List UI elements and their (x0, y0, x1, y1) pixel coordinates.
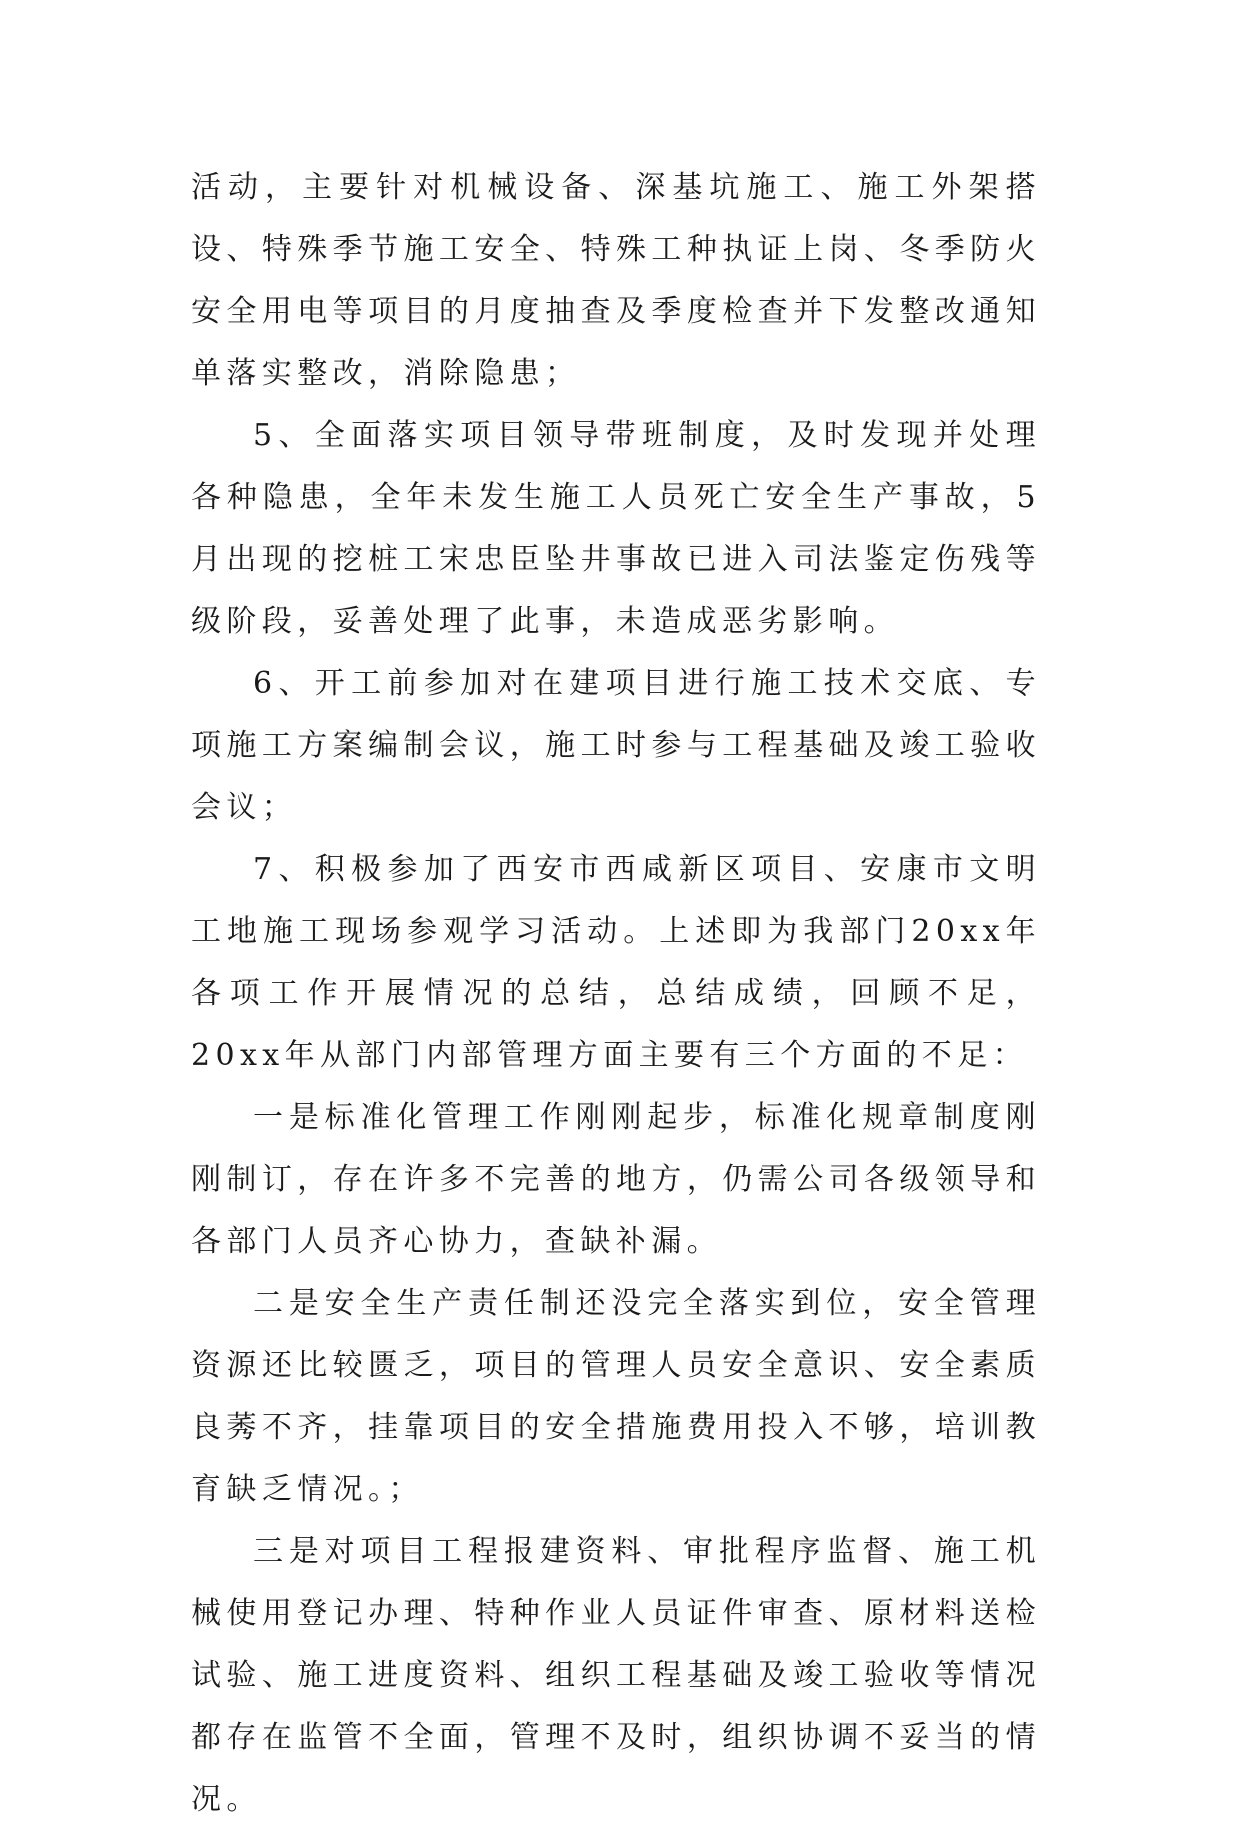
paragraph-shortcoming-1: 一是标准化管理工作刚刚起步，标准化规章制度刚刚制订，存在许多不完善的地方，仍需公司各级领导和各部门人员齐心协力，查缺补漏。 (191, 1100, 1041, 1259)
paragraph-continuation: 活动，主要针对机械设备、深基坑施工、施工外架搭设、特殊季节施工安全、特殊工种执证上岗、冬季防火安全用电等项目的月度抽查及季度检查并下发整改通知单落实整改，消除隐患； (191, 170, 1041, 391)
paragraph-item-7: 7、积极参加了西安市西咸新区项目、安康市文明工地施工现场参观学习活动。上述即为我部门20xx年各项工作开展情况的总结，总结成绩，回顾不足，20xx年从部门内部管理方面主要有三个方面的不足： (191, 852, 1041, 1073)
document-body (191, 157, 1041, 1831)
paragraph-shortcoming-3: 三是对项目工程报建资料、审批程序监督、施工机械使用登记办理、特种作业人员证件审查、原材料送检试验、施工进度资料、组织工程基础及竣工验收等情况都存在监管不全面，管理不及时，组织协调不妥当的情况。 (191, 1534, 1041, 1817)
paragraph-item-5: 5、全面落实项目领导带班制度，及时发现并处理各种隐患，全年未发生施工人员死亡安全生产事故，5月出现的挖桩工宋忠臣坠井事故已进入司法鉴定伤残等级阶段，妥善处理了此事，未造成恶劣影响。 (191, 418, 1041, 639)
paragraph-shortcoming-2: 二是安全生产责任制还没完全落实到位，安全管理资源还比较匮乏，项目的管理人员安全意识、安全素质良莠不齐，挂靠项目的安全措施费用投入不够，培训教育缺乏情况。； (191, 1286, 1041, 1507)
paragraph-item-6: 6、开工前参加对在建项目进行施工技术交底、专项施工方案编制会议，施工时参与工程基础及竣工验收会议； (191, 666, 1041, 825)
